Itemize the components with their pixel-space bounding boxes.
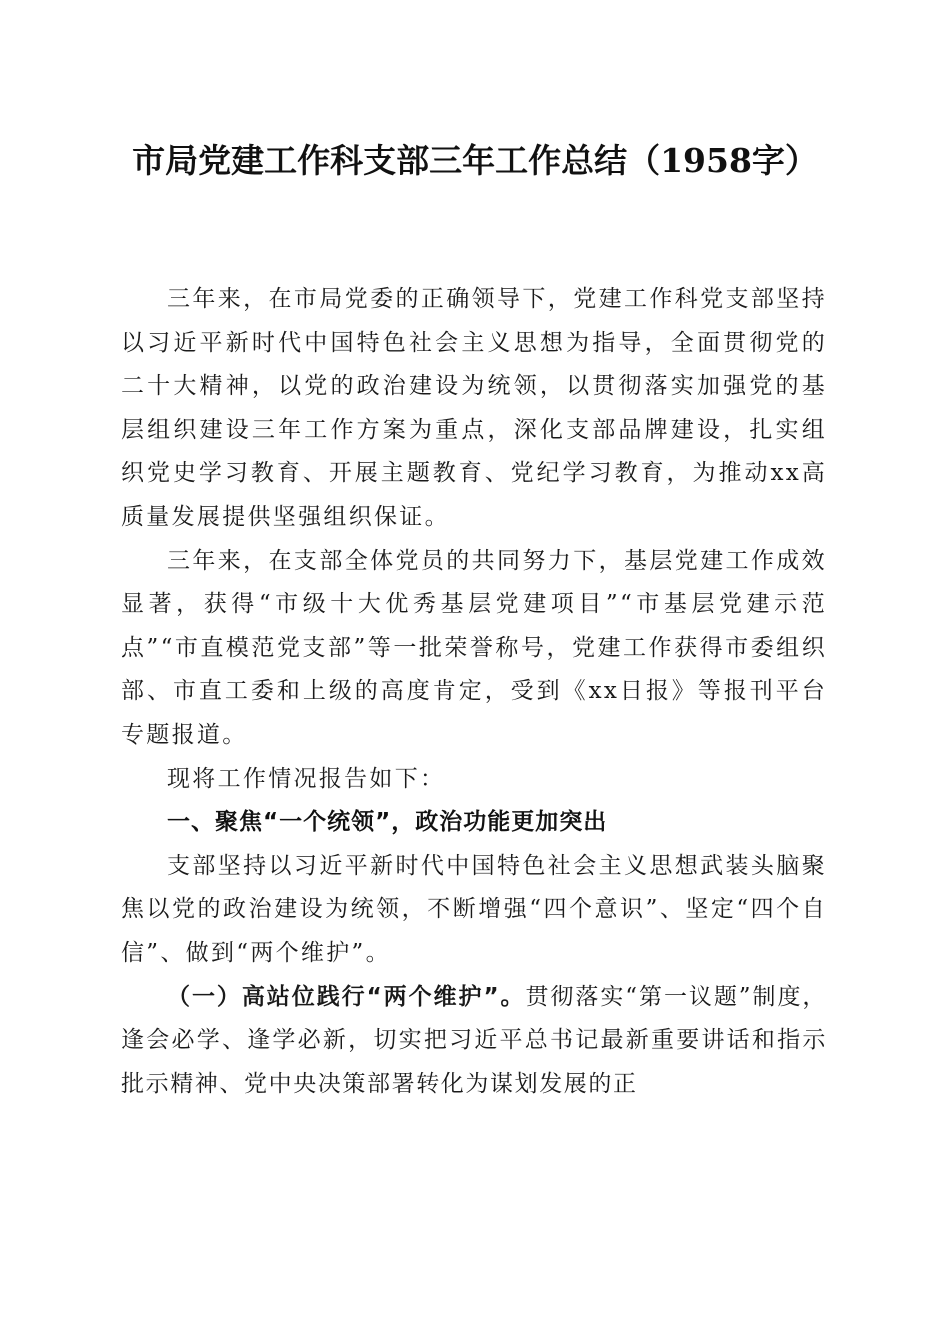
section-heading-1: 一、聚焦“一个统领”，政治功能更加突出: [167, 809, 608, 836]
document-body: [121, 278, 827, 1106]
subsection-1-lead: （一）高站位践行“两个维护”。: [167, 983, 526, 1010]
paragraph-report-lead: 现将工作情况报告如下：: [167, 765, 446, 792]
paragraph-section-1-summary: 支部坚持以习近平新时代中国特色社会主义思想武装头脑聚焦以党的政治建设为统领，不断增强“四个意识”、坚定“四个自信”、做到“两个维护”。: [121, 852, 827, 966]
paragraph-achievements: 三年来，在支部全体党员的共同努力下，基层党建工作成效显著，获得“市级十大优秀基层党建项目”“市基层党建示范点”“市直模范党支部”等一批荣誉称号，党建工作获得市委组织部、市直工委和上级的高度肯定，受到《xx日报》等报刊平台专题报道。: [121, 547, 827, 748]
document-title: 市局党建工作科支部三年工作总结（1958字）: [132, 141, 818, 180]
paragraph-subsection-1: [121, 976, 827, 1107]
paragraph-intro: 三年来，在市局党委的正确领导下，党建工作科党支部坚持以习近平新时代中国特色社会主义思想为指导，全面贯彻党的二十大精神，以党的政治建设为统领，以贯彻落实加强党的基层组织建设三年工作方案为重点，深化支部品牌建设，扎实组织党史学习教育、开展主题教育、党纪学习教育，为推动xx高质量发展提供坚强组织保证。: [121, 286, 827, 530]
subsection-1-body: 贯彻落实“第一议题”制度，逢会必学、逢学必新，切实把习近平总书记最新重要讲话和指示批示精神、党中央决策部署转化为谋划发展的正: [121, 983, 827, 1097]
